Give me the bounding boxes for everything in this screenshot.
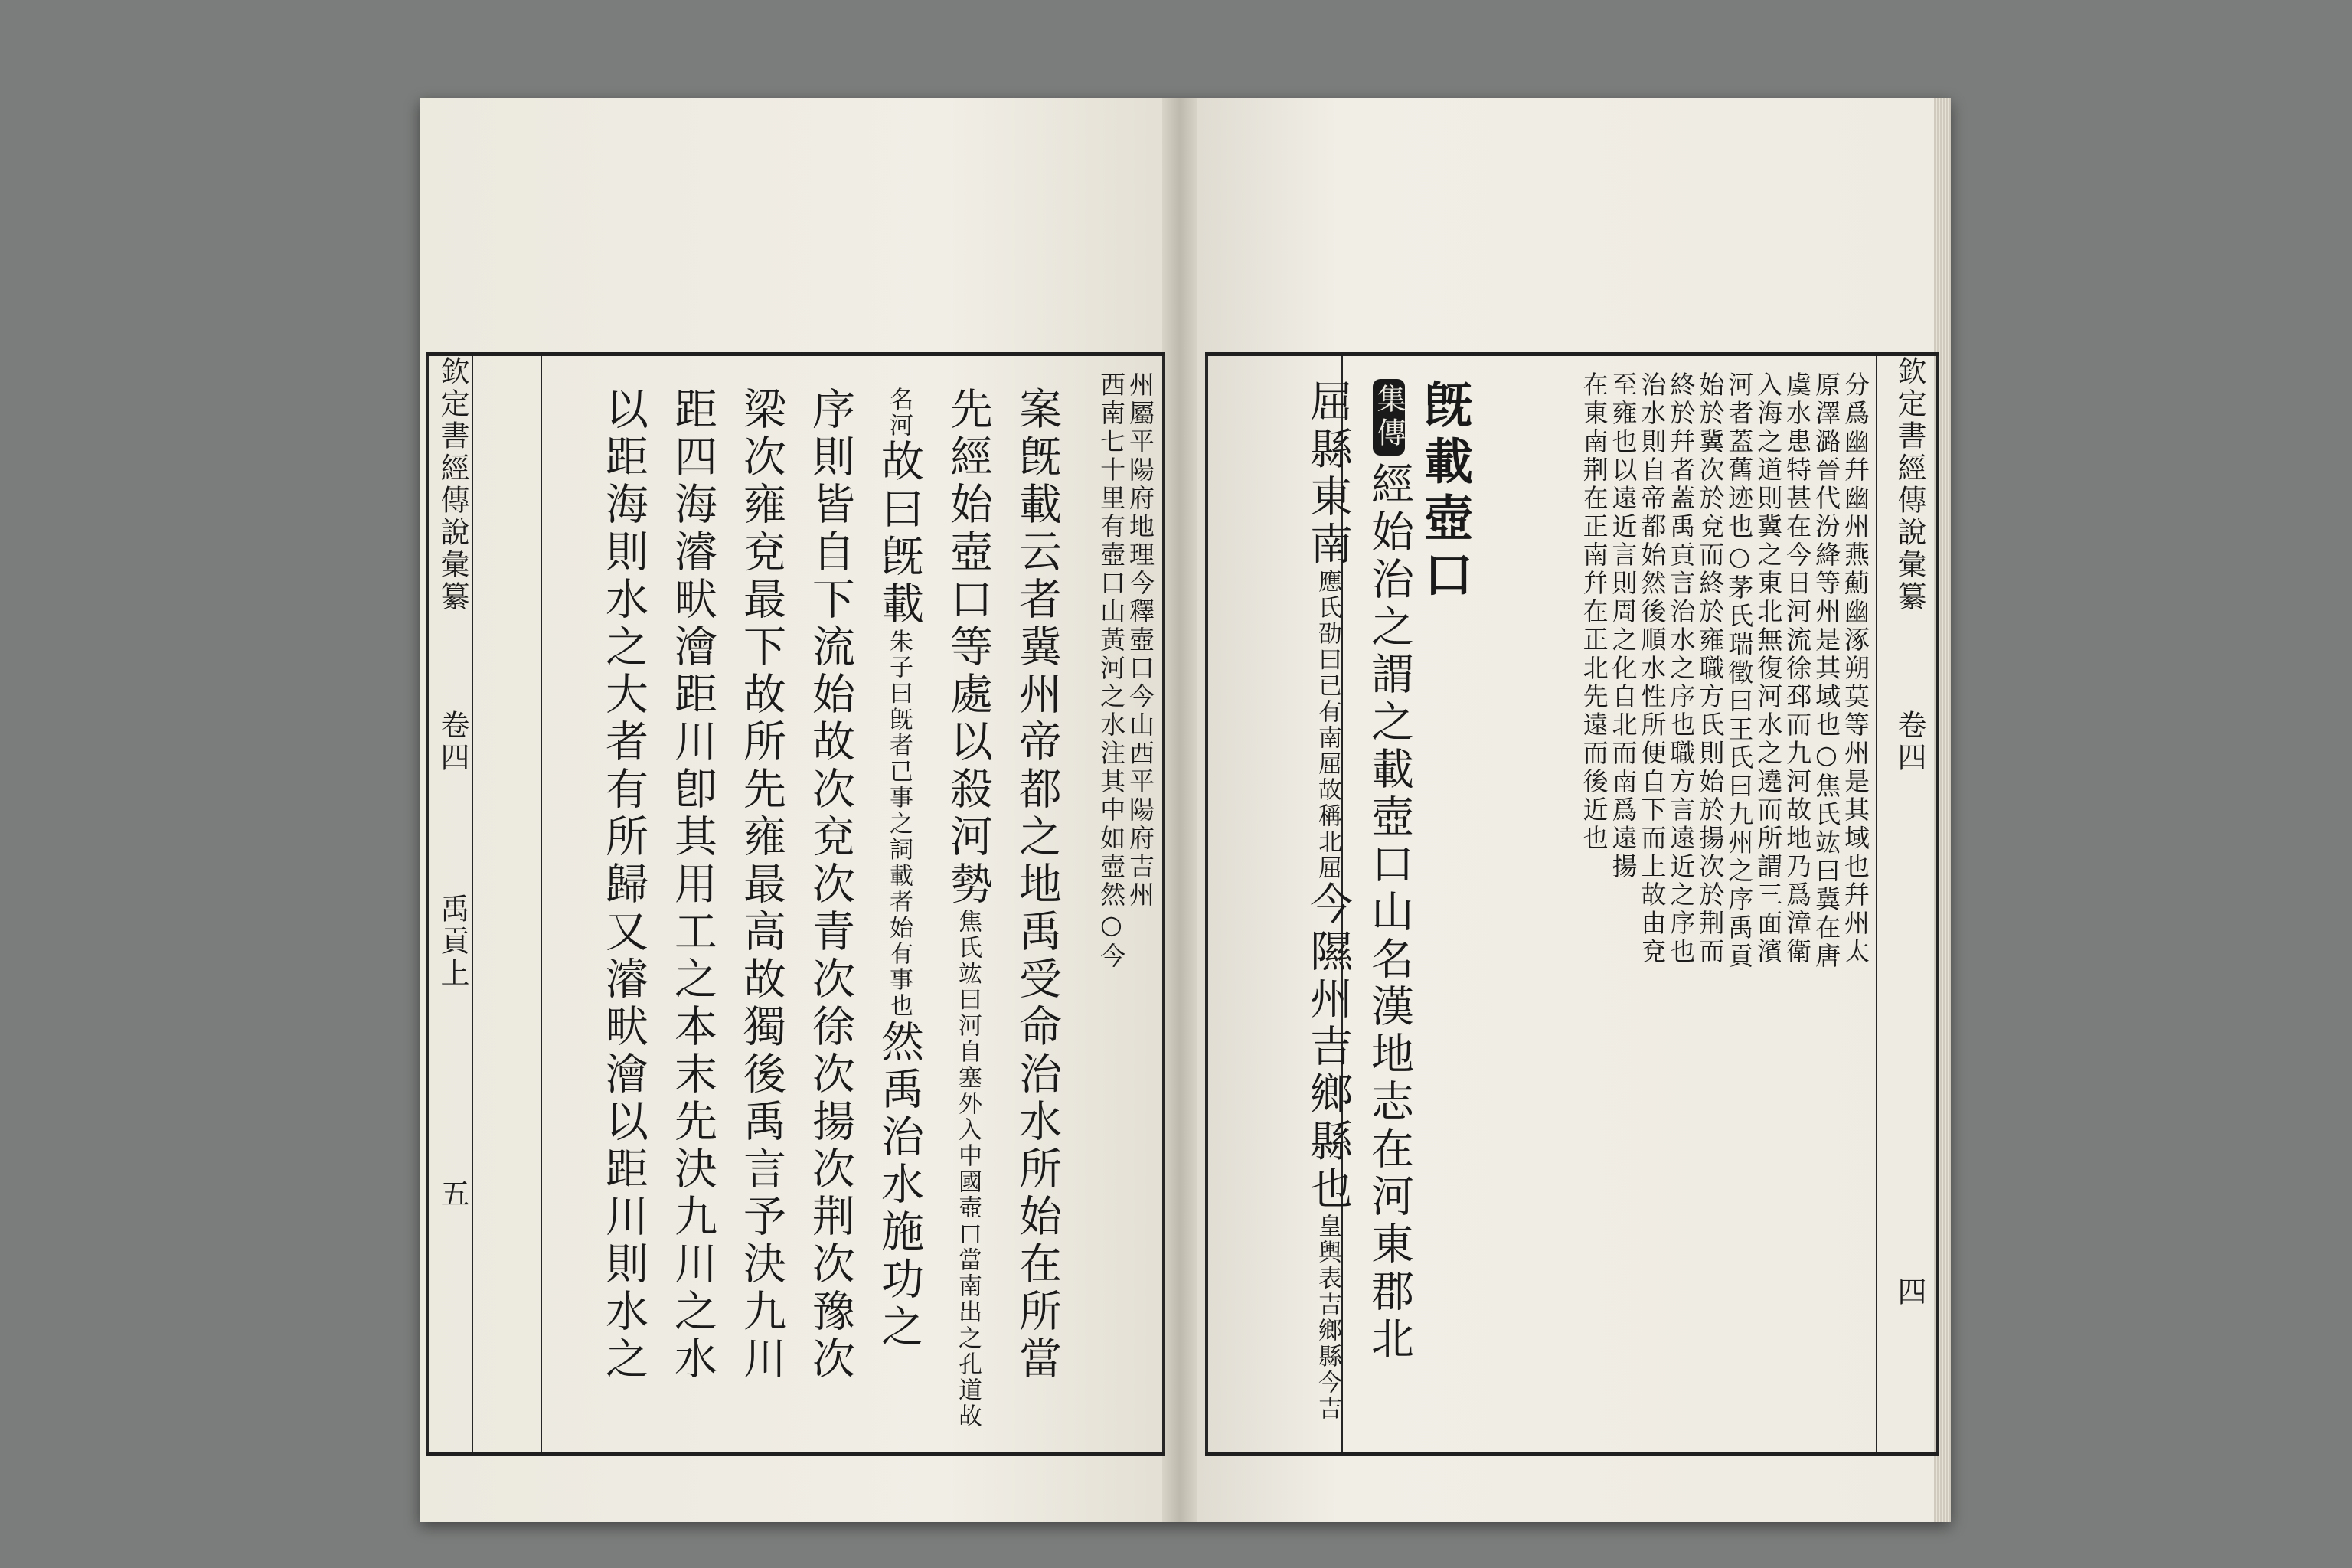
main-text: 經始治之謂之載壺口山名漢地志在河東郡北 [1364,462,1414,1364]
margin-column-right [1889,356,1931,1460]
page-number: 四 [1893,1276,1926,1308]
right-notes-block [1502,371,1870,1367]
main-text-column [1303,379,1353,1451]
margin-book-title: 欽定書經傳說彙纂 [1893,356,1926,613]
interlinear-note: 名河 [885,387,913,439]
main-text: 今隰州吉鄉縣也 [1303,881,1353,1214]
note-line: 州屬平陽府地理今釋壺口今山西平陽府吉州 [1125,371,1155,910]
note-line: 終於幷者蓋禹貢言治水之序也職方言遠近之序也 [1666,371,1697,966]
left-text-frame [426,352,1165,1456]
main-text-column: 案旣載云者冀州帝都之地禹受命治水所始在所當 [1012,387,1062,1383]
note-line: 分爲幽幷幽州燕薊幽涿朔莫等州是其域也幷州太 [1841,371,1870,966]
note-line: 治水則自帝都始然後順水性所便自下而上故由兗 [1637,371,1668,966]
margin-book-title: 欽定書經傳說彙纂 [436,356,469,613]
interlinear-note: 朱子曰旣者已事之詞載者始有事也 [885,629,913,1019]
main-text-column [874,387,924,1459]
main-text-column [1364,379,1414,1451]
main-text-column: 梁次雍兗最下故所先雍最高故獨後禹言予決九川 [737,387,786,1383]
main-text-column [943,387,993,1459]
main-text-column: 以距海則水之大者有所歸又濬畎澮以距川則水之 [599,387,648,1383]
main-text-column: 距四海濬畎澮距川卽其用工之本末先決九川之水 [668,387,717,1383]
page-number: 五 [436,1178,469,1210]
left-notes-block [1070,371,1155,1443]
note-line: 在東南荆在正南幷在正北先遠而後近也 [1579,371,1609,853]
main-text: 先經始壺口等處以殺河勢 [943,387,993,909]
note-line: 至雍也以遠近言則周之化自北而南爲遠揚 [1608,371,1638,881]
note-line: 始於冀次於兗而終於雍職方氏則始於揚次於荆而 [1695,371,1726,966]
main-text-column: 序則皆自下流始故次兗次青次徐次揚次荆次豫次 [805,387,855,1383]
main-text: 故曰旣載 [874,439,924,629]
interlinear-note: 皇輿表吉鄉縣今吉 [1314,1214,1341,1422]
open-book [420,98,1951,1522]
note-line: 虞水患特甚在今日河流徐邳而九河故地乃爲漳衛 [1782,371,1813,966]
book-gutter [1162,98,1197,1522]
main-text: 然禹治水施功之 [874,1019,924,1351]
margin-column-left [432,356,474,1460]
right-text-frame [1205,352,1939,1456]
interlinear-note: 焦氏竑曰河自塞外入中國壺口當南出之孔道故 [954,909,982,1429]
margin-juan: 卷四 [436,710,469,774]
jizhuan-badge: 集傳 [1373,379,1405,456]
margin-juan: 卷四 [1893,710,1926,774]
interlinear-note: 應氏劭曰已有南屈故稱北屈 [1314,569,1341,881]
main-text: 屈縣東南 [1303,379,1353,569]
note-line: 西南七十里有壺口山黃河之水注其中如壺然○今 [1096,371,1127,971]
note-line: 入海之道則冀之東北無復河水之遶而所謂三面濱 [1753,371,1784,966]
note-line: 河者蓋舊迹也○茅氏瑞徵曰王氏曰九州之序禹貢 [1724,371,1755,971]
section-heading: 旣載壺口 [1416,379,1473,606]
chapter-name: 禹貢上 [436,893,469,990]
note-line: 原澤潞晉代汾絳等州是其域也○焦氏竑曰冀在唐 [1811,371,1842,971]
